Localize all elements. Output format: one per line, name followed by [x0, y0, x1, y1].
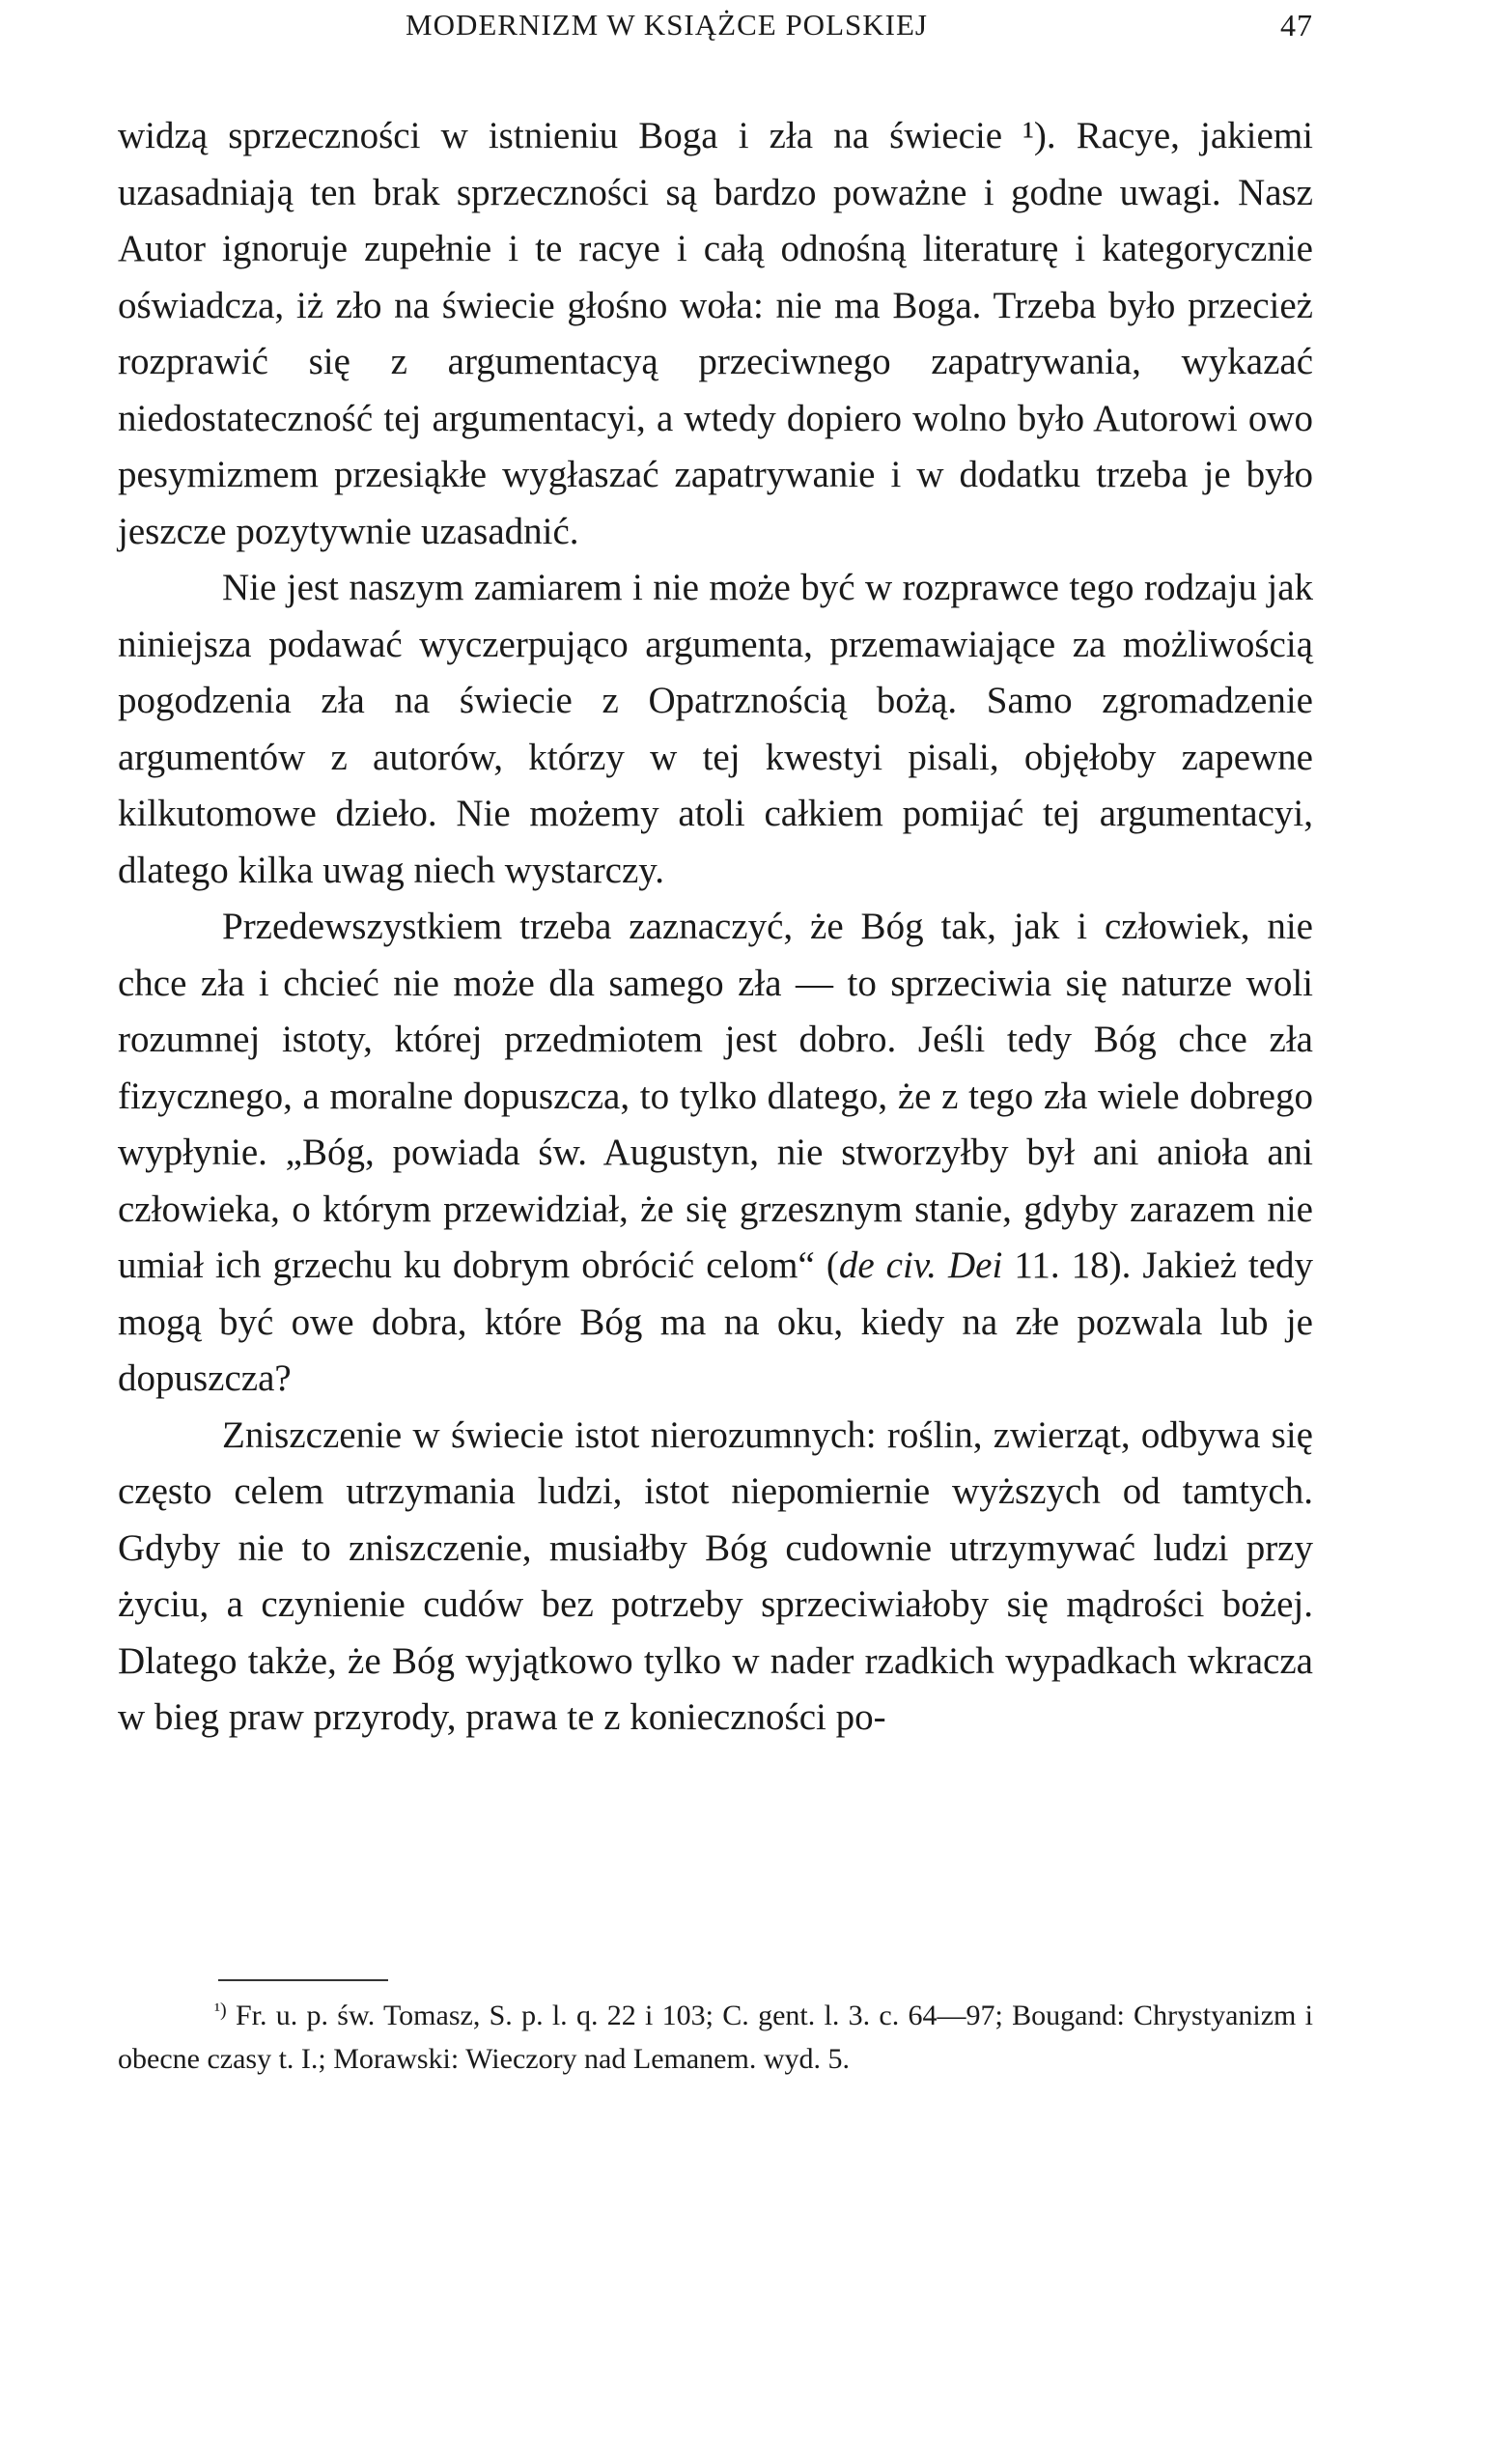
page-number: 47: [1280, 8, 1313, 42]
footnote-marker: ¹): [214, 2000, 227, 2021]
paragraph-4: Zniszczenie w świecie istot nierozumnych: roślin, zwierząt, odbywa się często celem utrzymania ludzi, istot niepomiernie wyższych od tamtych. Gdyby nie to zniszczenie, musiałby Bóg cudownie utrzymywać ludzi przy życiu, a czynienie cudów bez potrzeby sprzeciwiałoby się mądrości bożej. Dlatego także, że Bóg wyjątkowo tylko w nader rzadkich wypadkach wkracza w bieg praw przyrody, prawa te z konieczności po-: [118, 1413, 1313, 1738]
running-head: [116, 8, 1313, 50]
footnote-1: [118, 1989, 1313, 2081]
running-head-title: MODERNIZM W KSIĄŻCE POLSKIEJ: [406, 8, 928, 42]
paragraph-3-text-a: Przedewszystkiem trzeba zaznaczyć, że Bóg tak, jak i człowiek, nie chce zła i chcieć nie może dla samego zła — to sprzeciwia się naturze woli rozumnej istoty, której przedmiotem jest dobro. Jeśli tedy Bóg chce zła fizycznego, a moralne dopuszcza, to tylko dlatego, że z tego zła wiele dobrego wypłynie. „Bóg, powiada św. Augustyn, nie stworzyłby był ani anioła ani człowieka, o którym przewidział, że się grzesznym stanie, gdyby zarazem nie umiał ich grzechu ku dobrym obrócić celom“ (: [118, 906, 1313, 1286]
paragraph-2: Nie jest naszym zamiarem i nie może być w rozprawce tego rodzaju jak niniejsza podawać wyczerpująco argumenta, przemawiające za możliwością pogodzenia zła na świecie z Opatrznością bożą. Samo zgromadzenie argumentów z autorów, którzy w tej kwestyi pisali, objęłoby zapewne kilkutomowe dzieło. Nie możemy atoli całkiem pomijać tej argumentacyi, dlatego kilka uwag niech wystarczy.: [118, 567, 1313, 891]
footnote-divider: [218, 1979, 388, 1981]
main-text: [118, 108, 1313, 1747]
citation-de-civ-dei: de civ. Dei: [838, 1245, 1003, 1286]
footnote-text: Fr. u. p. św. Tomasz, S. p. l. q. 22 i 103; C. gent. l. 3. c. 64—97; Bougand: Chrystyanizm i obecne czasy t. I.; Morawski: Wieczory nad Lemanem. wyd. 5.: [118, 2000, 1313, 2075]
paragraph-3: [118, 899, 1313, 1408]
paragraph-3-text-b: 11. 18). Jakież tedy mogą być owe dobra, które Bóg ma na oku, kiedy na złe pozwala lub je dopuszcza?: [118, 1245, 1313, 1399]
paragraph-1: widzą sprzeczności w istnieniu Boga i zła na świecie ¹). Racye, jakiemi uzasadniają ten brak sprzeczności są bardzo poważne i godne uwagi. Nasz Autor ignoruje zupełnie i te racye i całą odnośną literaturę i kategorycznie oświadcza, iż zło na świecie głośno woła: nie ma Boga. Trzeba było przecież rozprawić się z argumentacyą przeciwnego zapatrywania, wykazać niedostateczność tej argumentacyi, a wtedy dopiero wolno było Autorowi owo pesymizmem przesiąkłe wygłaszać zapatrywanie i w dodatku trzeba je było jeszcze pozytywnie uzasadnić.: [118, 115, 1313, 552]
footnotes: [118, 1989, 1313, 2081]
